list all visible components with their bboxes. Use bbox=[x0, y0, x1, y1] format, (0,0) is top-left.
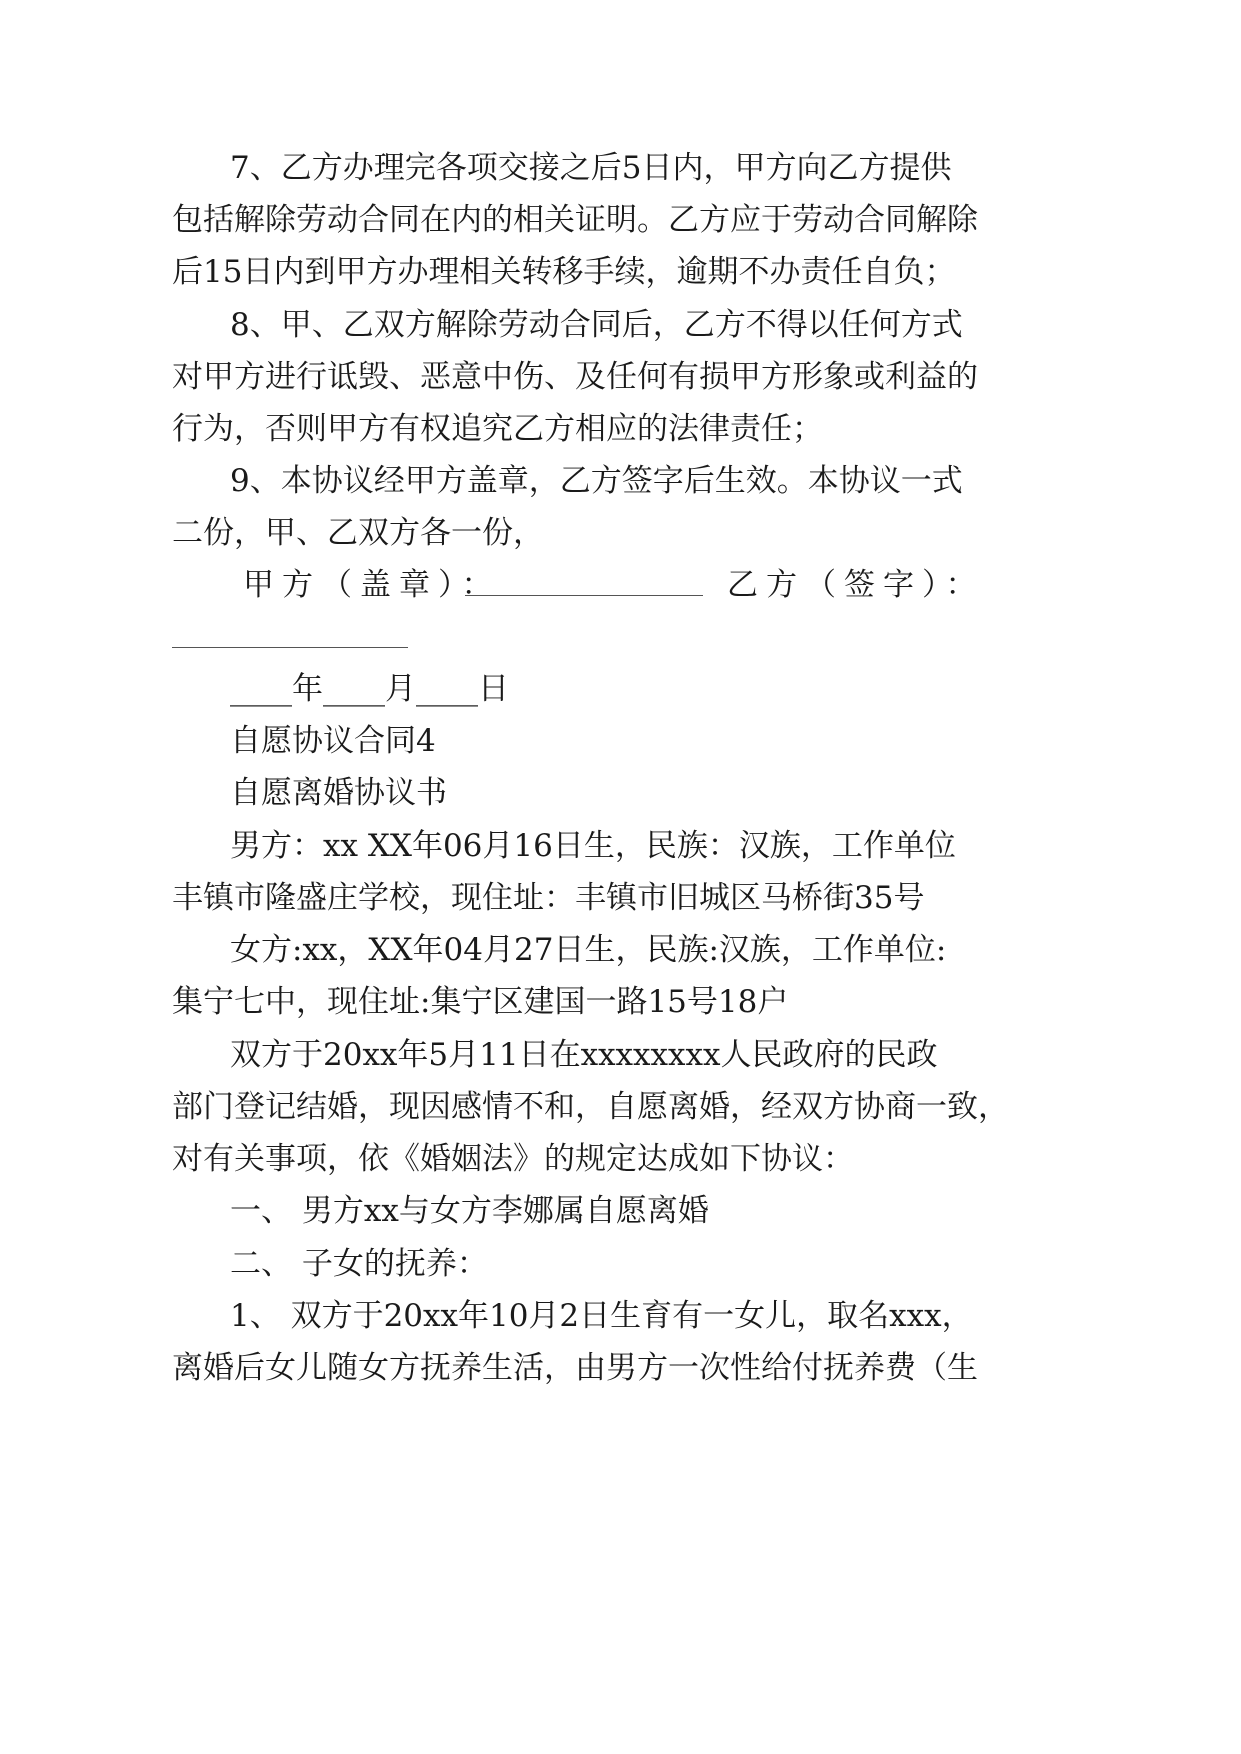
paragraph-9-line-2: 二份，甲、乙双方各一份， bbox=[172, 515, 544, 551]
husband-info-line-1: 男方：xx XX年06月16日生，民族：汉族，工作单位 bbox=[230, 828, 956, 864]
agreement-title: 自愿离婚协议书 bbox=[230, 775, 447, 811]
party-a-signature-blank bbox=[465, 565, 703, 606]
wife-info-line-1: 女方:xx，XX年04月27日生，民族:汉族，工作单位: bbox=[230, 932, 947, 968]
paragraph-8-line-3: 行为，否则甲方有权追究乙方相应的法律责任； bbox=[172, 411, 823, 447]
paragraph-7-line-1: 7、乙方办理完各项交接之后5日内，甲方向乙方提供 bbox=[230, 150, 952, 186]
date-line: ____年____月____日 bbox=[230, 671, 509, 707]
party-b-signature-label: 乙方（签字）： bbox=[727, 567, 985, 603]
contract-heading: 自愿协议合同4 bbox=[230, 723, 436, 759]
child-clause-line-2: 离婚后女儿随女方抚养生活，由男方一次性给付抚养费（生 bbox=[172, 1350, 978, 1386]
party-a-signature-label: 甲方（盖章）： bbox=[243, 567, 501, 603]
paragraph-8-line-2: 对甲方进行诋毁、恶意中伤、及任何有损甲方形象或利益的 bbox=[172, 359, 978, 395]
party-b-signature-blank bbox=[172, 617, 408, 658]
wife-info-line-2: 集宁七中，现住址:集宁区建国一路15号18户 bbox=[172, 984, 789, 1020]
marriage-info-line-3: 对有关事项，依《婚姻法》的规定达成如下协议： bbox=[172, 1141, 854, 1177]
paragraph-9-line-1: 9、本协议经甲方盖章，乙方签字后生效。本协议一式 bbox=[230, 463, 963, 499]
child-clause-line-1: 1、 双方于20xx年10月2日生育有一女儿，取名xxx， bbox=[230, 1298, 973, 1334]
marriage-info-line-1: 双方于20xx年5月11日在xxxxxxxx人民政府的民政 bbox=[230, 1037, 938, 1073]
clause-1: 一、 男方xx与女方李娜属自愿离婚 bbox=[230, 1193, 709, 1229]
marriage-info-line-2: 部门登记结婚，现因感情不和，自愿离婚，经双方协商一致， bbox=[172, 1089, 1009, 1125]
paragraph-7-line-2: 包括解除劳动合同在内的相关证明。乙方应于劳动合同解除 bbox=[172, 202, 978, 238]
clause-2: 二、 子女的抚养： bbox=[230, 1246, 488, 1282]
paragraph-7-line-3: 后15日内到甲方办理相关转移手续，逾期不办责任自负； bbox=[172, 254, 956, 290]
husband-info-line-2: 丰镇市隆盛庄学校，现住址：丰镇市旧城区马桥街35号 bbox=[172, 880, 925, 916]
paragraph-8-line-1: 8、甲、乙双方解除劳动合同后，乙方不得以任何方式 bbox=[230, 307, 963, 343]
